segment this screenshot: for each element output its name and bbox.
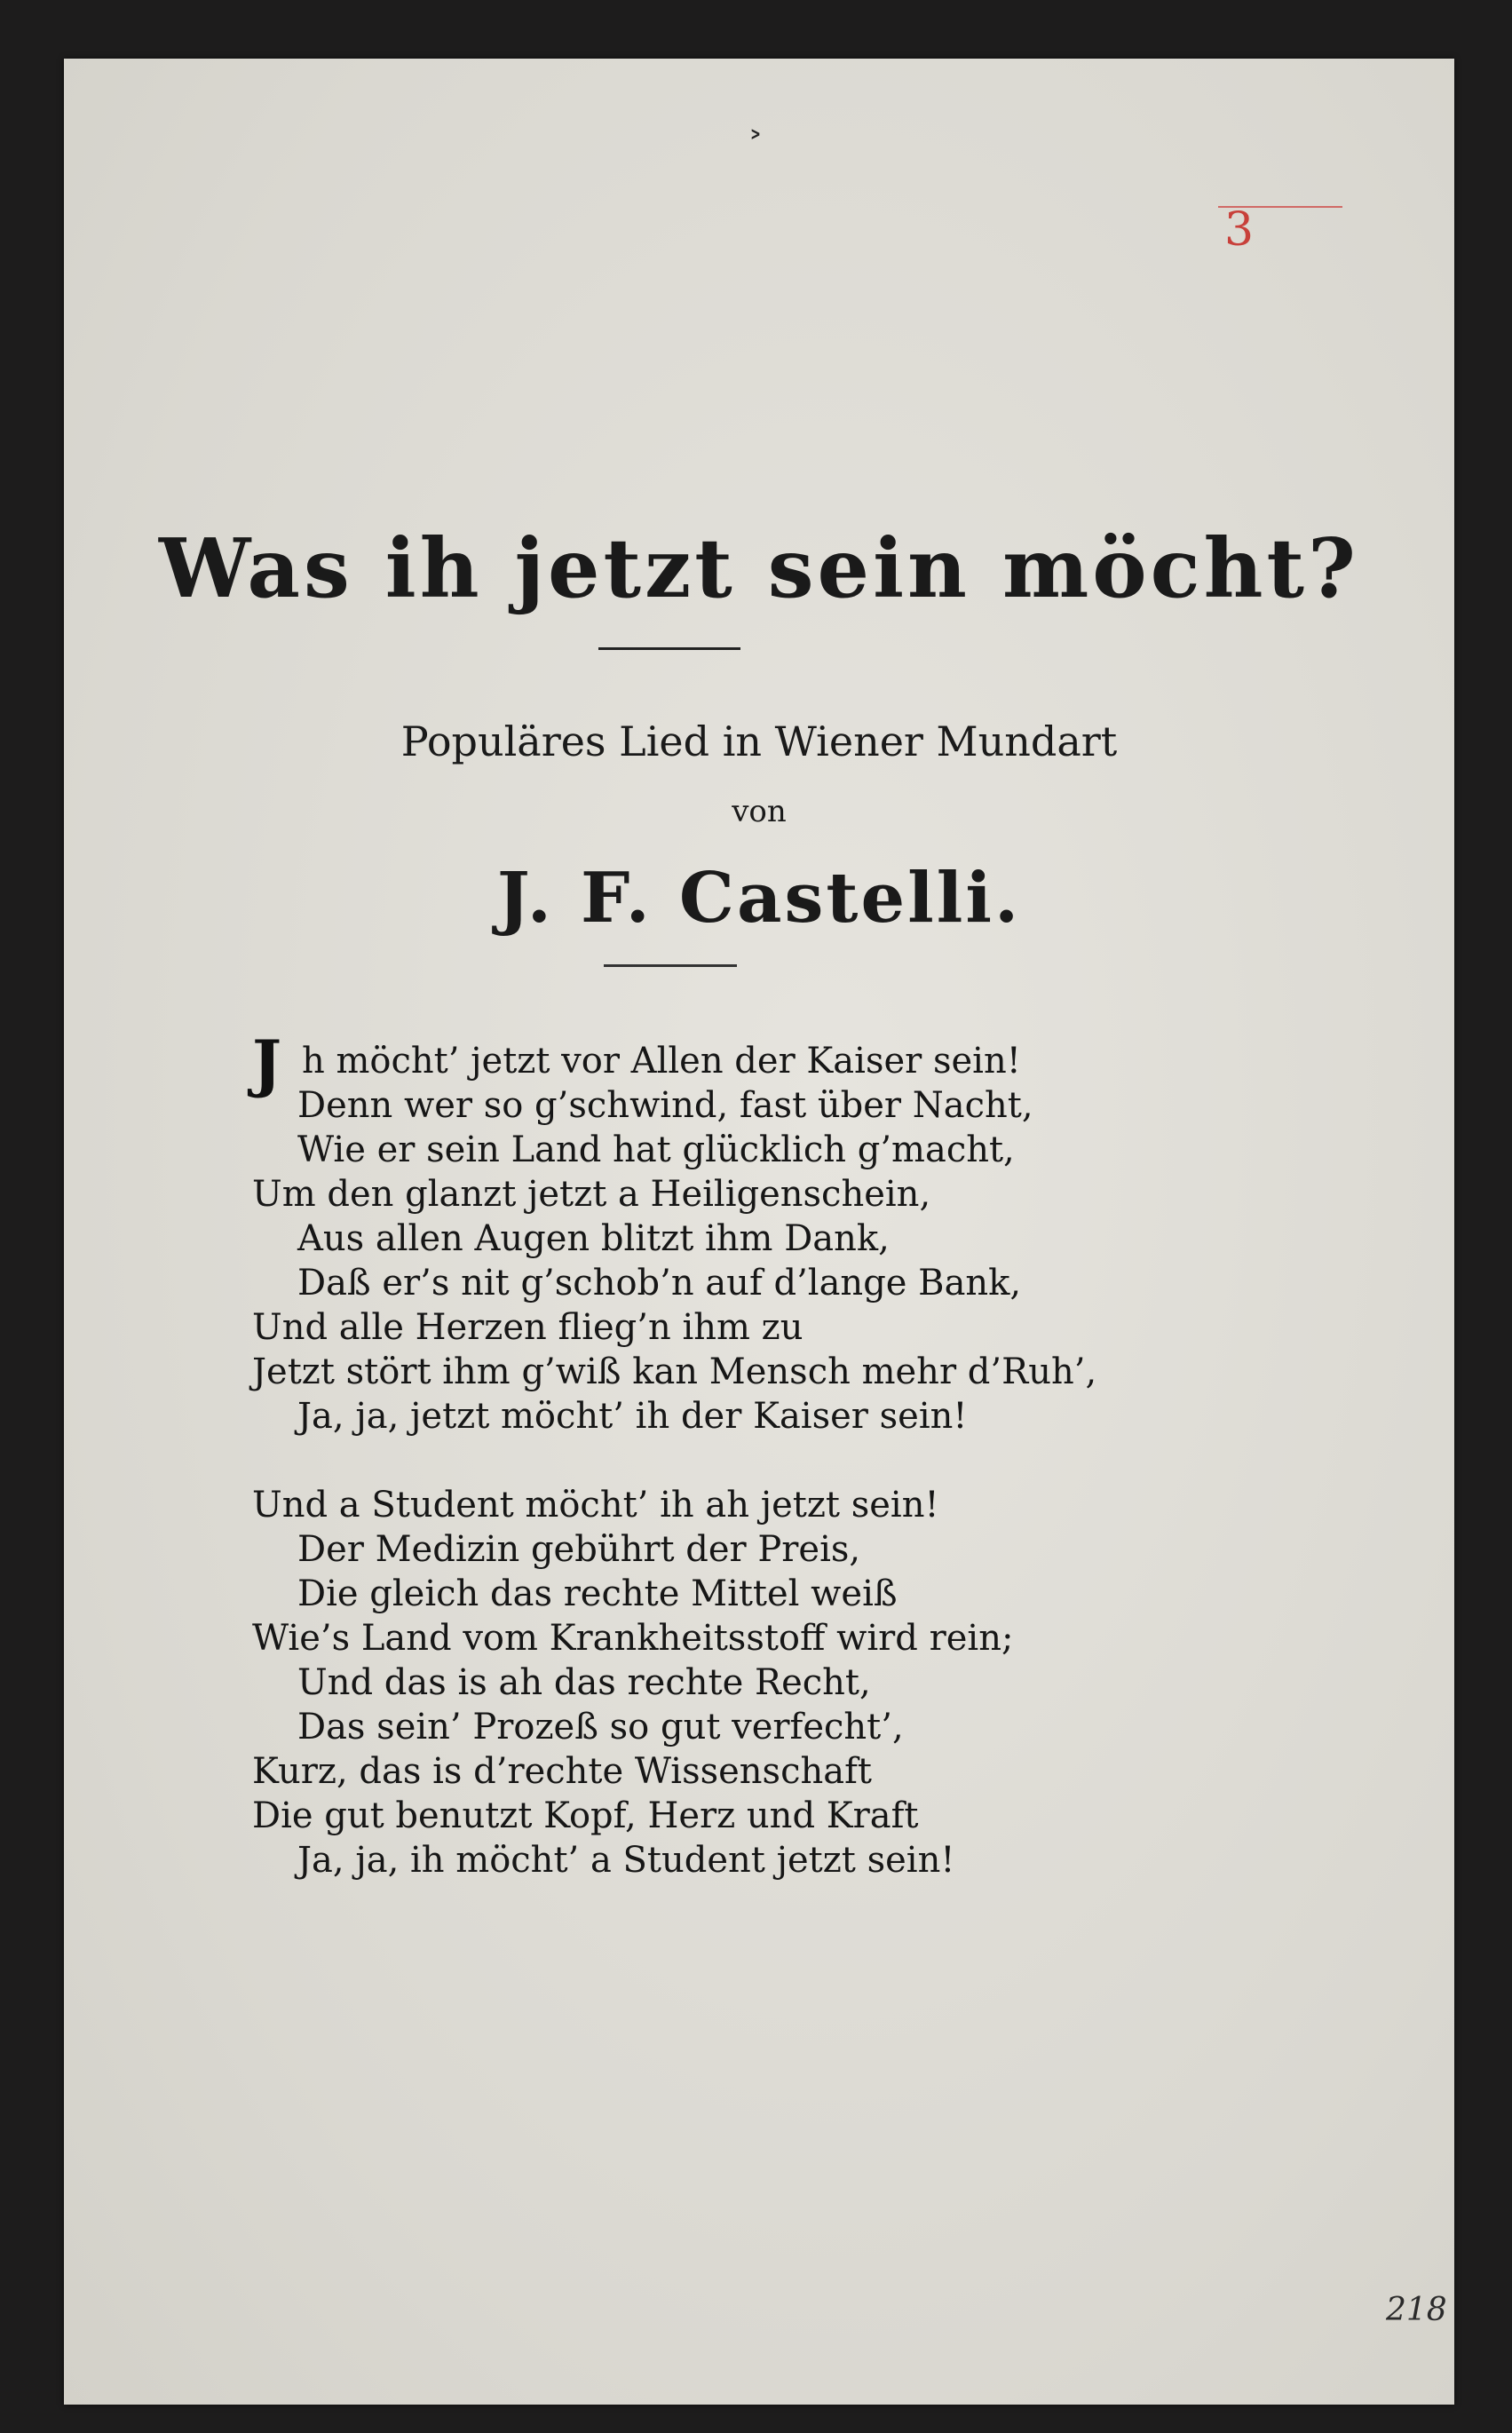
verse-line: Wie er sein Land hat glücklich g’macht, — [297, 1129, 1015, 1170]
subtitle: Populäres Lied in Wiener Mundart — [400, 717, 1118, 765]
verse-line: Denn wer so g’schwind, fast über Nacht, — [297, 1085, 1033, 1126]
page-number: 218 — [1386, 2292, 1447, 2328]
author-divider — [604, 964, 737, 967]
drop-cap: J — [252, 1026, 282, 1100]
verse-line: Jetzt stört ihm g’wiß kan Mensch mehr d’Ruh’, — [252, 1351, 1097, 1392]
verse-line: Wie’s Land vom Krankheitsstoff wird rein; — [252, 1618, 1014, 1659]
author-by: von — [732, 794, 787, 829]
verse-line: Daß er’s nit g’schob’n auf d’lange Bank, — [297, 1263, 1022, 1304]
verse-line: Die gleich das rechte Mittel weiß — [297, 1573, 898, 1614]
verse-line: Um den glanzt jetzt a Heiligenschein, — [252, 1174, 931, 1215]
author-name: J. F. Castelli. — [496, 858, 1022, 939]
title-divider — [598, 647, 740, 650]
verse-line: Und alle Herzen flieg’n ihm zu — [252, 1307, 803, 1348]
verse-line: Ja, ja, jetzt möcht’ ih der Kaiser sein! — [297, 1396, 968, 1437]
page-title: Was ih jetzt sein möcht? — [159, 520, 1359, 616]
document-page — [64, 59, 1454, 2405]
verse-line: Ja, ja, ih möcht’ a Student jetzt sein! — [297, 1840, 955, 1881]
verse-line: Aus allen Augen blitzt ihm Dank, — [297, 1218, 890, 1259]
verse-line: Kurz, das is d’rechte Wissenschaft — [252, 1751, 872, 1792]
verse-line: Die gut benutzt Kopf, Herz und Kraft — [252, 1795, 919, 1836]
verse-line: Und a Student möcht’ ih ah jetzt sein! — [252, 1485, 939, 1526]
verse-line: Der Medizin gebührt der Preis, — [297, 1529, 861, 1570]
verse-line: Und das is ah das rechte Recht, — [297, 1662, 871, 1703]
verse-line: h möcht’ jetzt vor Allen der Kaiser sein! — [302, 1041, 1021, 1082]
verse-line: Das sein’ Prozeß so gut verfecht’, — [297, 1707, 904, 1747]
margin-number: 3 — [1224, 203, 1255, 257]
top-mark: ˃ — [748, 128, 764, 164]
